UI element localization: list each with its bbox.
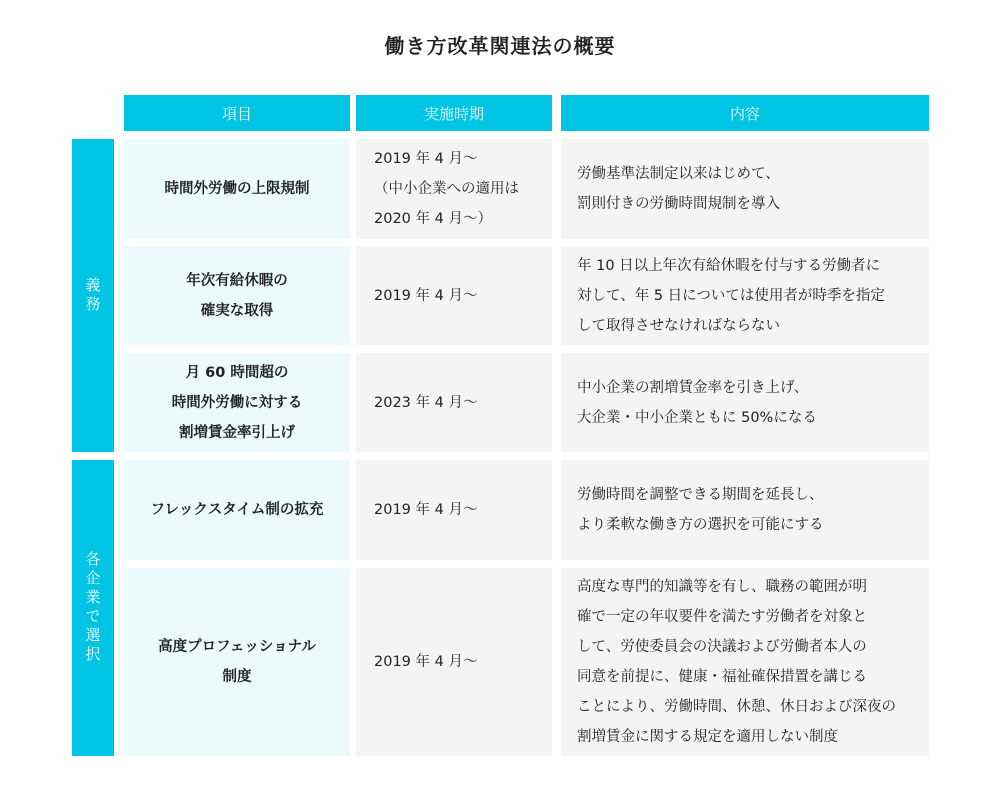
period-text-line: 2019 年 4 月〜 xyxy=(374,502,478,518)
category-optional xyxy=(72,460,114,756)
page-title: 働き方改革関連法の概要 xyxy=(384,34,616,58)
header-item: 項目 xyxy=(124,95,350,131)
table-cell-item xyxy=(124,246,350,345)
table-cell-period xyxy=(356,246,552,345)
table-cell-content xyxy=(561,460,929,560)
item-text-line: 高度プロフェッショナル xyxy=(158,639,316,655)
table-cell-period xyxy=(356,353,552,452)
item-text-line: 制度 xyxy=(222,669,252,685)
table-cell-content xyxy=(561,246,929,345)
content-text-line: して取得させなければならない xyxy=(577,317,780,334)
item-text-line: 時間外労働に対する xyxy=(171,394,303,411)
item-text-line: 年次有給休暇の xyxy=(186,272,288,289)
category-optional-label: 各企業で選択 xyxy=(83,551,102,665)
table-cell-item xyxy=(124,353,350,452)
table-cell-period xyxy=(356,568,552,756)
header-content: 内容 xyxy=(561,95,929,131)
period-text-line: 2020 年 4 月〜） xyxy=(374,211,492,227)
item-text-line: 確実な取得 xyxy=(200,302,274,319)
period-text-line: 2019 年 4 月〜 xyxy=(374,151,478,167)
table-cell-period xyxy=(356,460,552,560)
content-text-line: 年 10 日以上年次有給休暇を付与する労働者に xyxy=(577,257,881,274)
content-text-line: 割増賃金に関する規定を適用しない制度 xyxy=(577,729,838,745)
table-cell-item xyxy=(124,568,350,756)
category-obligation-label: 義務 xyxy=(83,276,102,315)
period-text-line: 2023 年 4 月〜 xyxy=(374,394,478,411)
content-text-line: 労働基準法制定以来はじめて、 xyxy=(577,166,780,182)
content-text-line: ことにより、労働時間、休憩、休日および深夜の xyxy=(577,699,896,715)
table-cell-item xyxy=(124,460,350,560)
header-period: 実施時期 xyxy=(356,95,552,131)
period-text-line: （中小企業への適用は xyxy=(374,181,519,197)
content-text-line: より柔軟な働き方の選択を可能にする xyxy=(577,517,824,533)
table-cell-content xyxy=(561,568,929,756)
content-text-line: 罰則付きの労働時間規制を導入 xyxy=(577,196,780,212)
item-text-line: 月 60 時間超の xyxy=(185,364,289,381)
content-text-line: 労働時間を調整できる期間を延長し、 xyxy=(577,487,824,503)
period-text-line: 2019 年 4 月〜 xyxy=(374,654,478,670)
content-text-line: 大企業・中小企業ともに 50%になる xyxy=(577,409,817,426)
item-text-line: フレックスタイム制の拡充 xyxy=(150,502,324,518)
table-cell-content xyxy=(561,353,929,452)
content-text-line: 中小企業の割増賃金率を引き上げ、 xyxy=(577,379,809,396)
content-text-line: 対して、年 5 日については使用者が時季を指定 xyxy=(577,287,885,304)
content-text-line: して、労使委員会の決議および労働者本人の xyxy=(577,639,867,655)
table-cell-item xyxy=(124,139,350,239)
period-text-line: 2019 年 4 月〜 xyxy=(374,287,478,304)
table-cell-period xyxy=(356,139,552,239)
content-text-line: 高度な専門的知識等を有し、職務の範囲が明 xyxy=(577,579,867,595)
table-cell-content xyxy=(561,139,929,239)
content-text-line: 同意を前提に、健康・福祉確保措置を講じる xyxy=(577,669,867,685)
item-text-line: 割増賃金率引上げ xyxy=(179,424,295,441)
content-text-line: 確で一定の年収要件を満たす労働者を対象と xyxy=(577,609,867,625)
item-text-line: 時間外労働の上限規制 xyxy=(164,181,310,197)
category-obligation xyxy=(72,139,114,452)
